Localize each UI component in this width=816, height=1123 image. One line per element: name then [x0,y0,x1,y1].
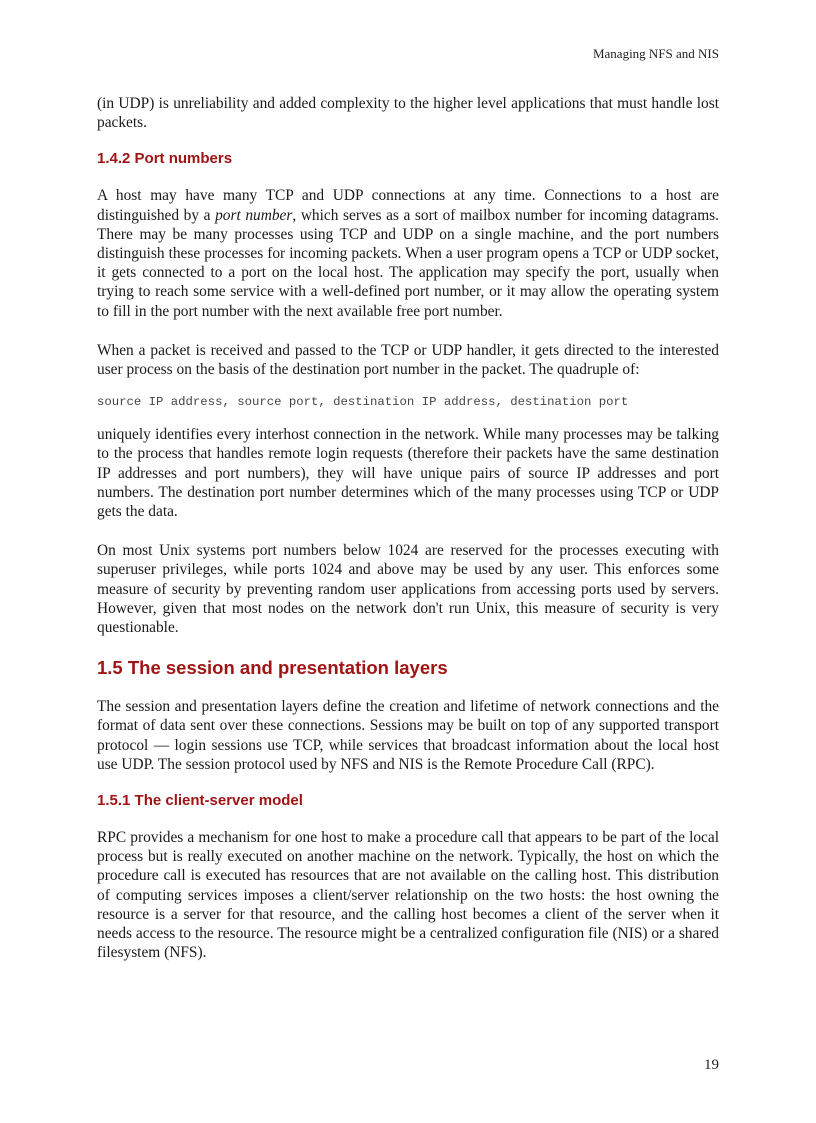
section-heading-session-presentation: 1.5 The session and presentation layers [97,657,448,679]
page-content [97,94,719,963]
emphasis-port-number: port number [215,206,293,224]
section-heading-client-server: 1.5.1 The client-server model [97,792,303,810]
code-quadruple: source IP address, source port, destination IP address, destination port [97,395,629,410]
running-header: Managing NFS and NIS [592,46,719,61]
paragraph-intro: (in UDP) is unreliability and added complexity to the higher level applications that must handle lost packets. [97,95,719,132]
paragraph-port-numbers-1 [97,186,719,320]
page-number: 19 [704,1057,719,1073]
paragraph-client-server: RPC provides a mechanism for one host to make a procedure call that appears to be part of the local process but is really executed on another machine on the network. Typically, the host on which the procedure call is executed has resources that are not available on the calling host. This distribution of computing services imposes a client/server relationship on the two hosts: the host owning the resource is a server for that resource, and the calling host becomes a client of the server when it needs access to the resource. The resource might be a centralized configuration file (NIS) or a shared filesystem (NFS). [97,829,719,962]
paragraph-text: A host may have many TCP and UDP connections at any time. Connections to a host are distinguished by a [97,187,719,224]
paragraph-port-numbers-4: On most Unix systems port numbers below 1024 are reserved for the processes executing with superuser privileges, while ports 1024 and above may be used by any user. This enforces some measure of security by preventing random user applications from accessing ports used by servers. However, given that most nodes on the network don't run Unix, this measure of security is very questionable. [97,542,719,637]
paragraph-port-numbers-2: When a packet is received and passed to the TCP or UDP handler, it gets directed to the interested user process on the basis of the destination port number in the packet. The quadruple of: [97,341,719,379]
paragraph-session-presentation: The session and presentation layers define the creation and lifetime of network connections and the format of data sent over these connections. Sessions may be built on top of any supported transport protocol — login sessions use TCP, while services that broadcast information about the local host use UDP. The session protocol used by NFS and NIS is the Remote Procedure Call (RPC). [97,698,719,773]
paragraph-text: , which serves as a sort of mailbox number for incoming datagrams. There may be many processes using TCP and UDP on a single machine, and the port numbers distinguish these processes for incoming packets. When a user program opens a TCP or UDP socket, it gets connected to a port on the local host. The application may specify the port, usually when trying to reach some service with a well-defined port number, or it may allow the operating system to fill in the port number with the next available free port number. [97,206,720,320]
paragraph-port-numbers-3: uniquely identifies every interhost connection in the network. While many processes may be talking to the process that handles remote login requests (therefore their packets have the same destination IP addresses and port numbers), they will have unique pairs of source IP addresses and port numbers. The destination port number determines which of the many processes using TCP or UDP gets the data. [97,426,719,521]
section-heading-port-numbers: 1.4.2 Port numbers [97,150,233,168]
